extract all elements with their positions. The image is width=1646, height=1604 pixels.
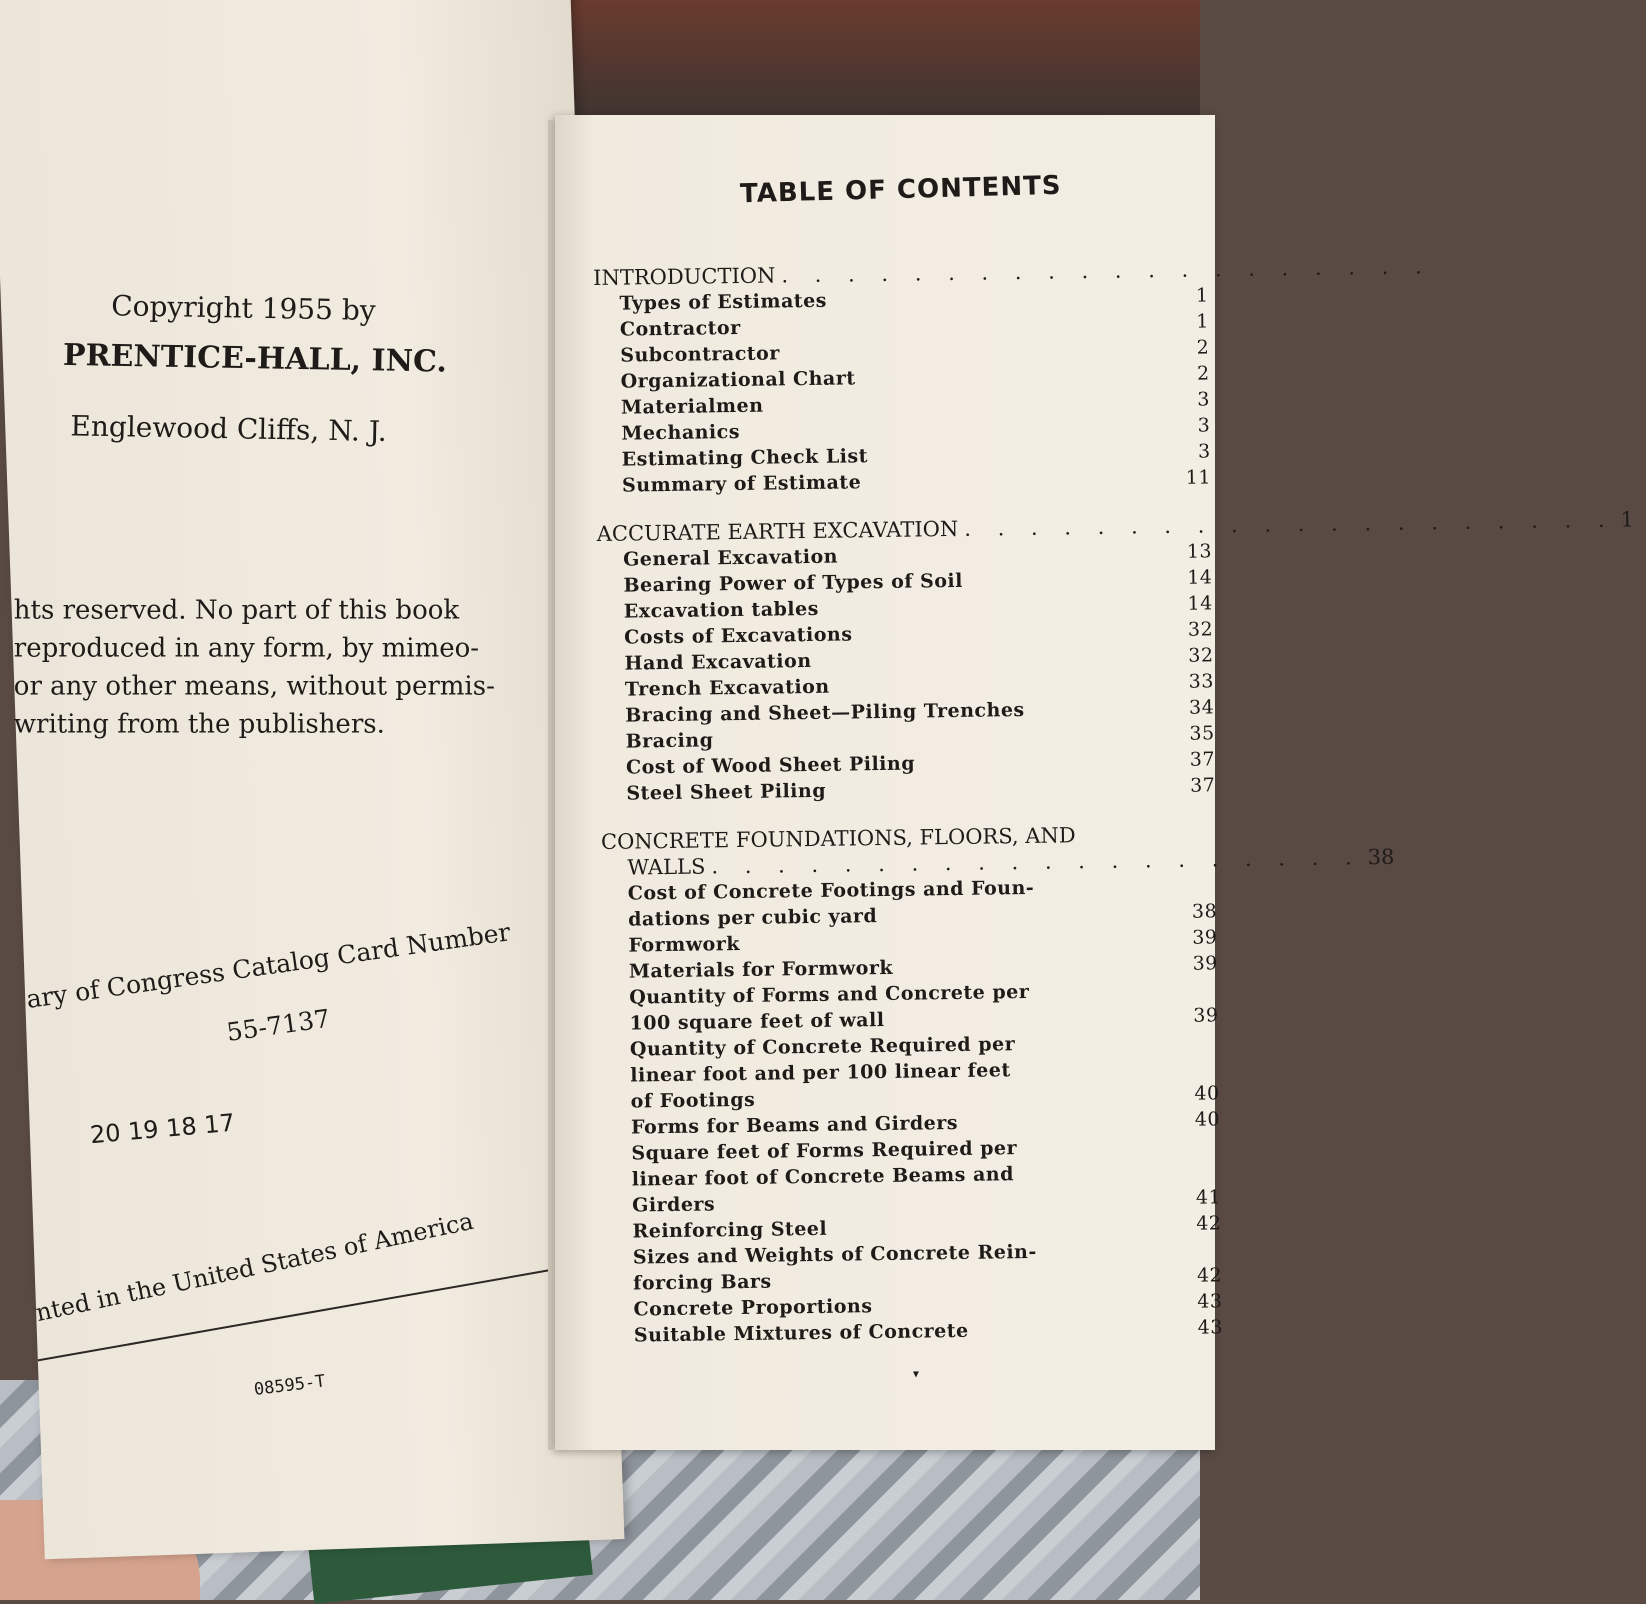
section-heading-text: INTRODUCTION bbox=[593, 262, 776, 291]
toc-entry-page: 35 bbox=[1174, 720, 1214, 747]
copyright-line: Copyright 1955 by bbox=[111, 289, 376, 327]
toc-entry-title: Reinforcing Steel bbox=[632, 1211, 1181, 1245]
toc-entry[interactable] bbox=[605, 1132, 1221, 1219]
toc-entry-page: 3 bbox=[1170, 386, 1210, 413]
rights-line: or any other means, without permis- bbox=[14, 667, 495, 705]
toc-entry-title: Bearing Power of Types of Soil bbox=[623, 565, 1172, 599]
continued-marker-icon: ▾ bbox=[608, 1362, 1223, 1385]
toc-entry-page: 11 bbox=[1171, 464, 1211, 491]
toc-section bbox=[601, 820, 1223, 1349]
printed-in: nted in the United States of America bbox=[33, 1207, 476, 1327]
publisher-name: PRENTICE-HALL, INC. bbox=[63, 338, 447, 380]
toc-entry-page: 42 bbox=[1182, 1262, 1222, 1289]
toc-entry-title: Mechanics bbox=[621, 413, 1170, 447]
section-heading-text: CONCRETE FOUNDATIONS, FLOORS, AND bbox=[601, 822, 1076, 855]
toc-entry-title: Excavation tables bbox=[624, 591, 1173, 625]
rights-line: hts reserved. No part of this book bbox=[14, 591, 495, 629]
toc-entry[interactable] bbox=[607, 1236, 1223, 1297]
toc-title: TABLE OF CONTENTS bbox=[740, 171, 1062, 209]
divider-rule bbox=[38, 1266, 570, 1362]
leader-dots: . . . . . . . . . . . . . . . . . . . . bbox=[781, 253, 1432, 288]
toc-entry-page: 1 bbox=[1169, 308, 1209, 335]
left-page bbox=[0, 0, 624, 1559]
toc-entry-page: 42 bbox=[1181, 1210, 1221, 1237]
toc-entry[interactable] bbox=[603, 976, 1219, 1037]
section-page-number: 38 bbox=[1367, 844, 1394, 870]
toc-entry-title: Bracing and Sheet—Piling Trenches bbox=[625, 695, 1174, 729]
leader-dots: . . . . . . . . . . . . . . . . . . . . bbox=[964, 507, 1615, 542]
toc-entry-page: 34 bbox=[1174, 694, 1214, 721]
toc-entry-page: 13 bbox=[1172, 538, 1212, 565]
section-heading-text: WALLS bbox=[627, 853, 705, 880]
toc-entry-page: 40 bbox=[1180, 1106, 1220, 1133]
toc-entry-title: Bracing bbox=[625, 721, 1174, 755]
toc-entry-title: Trench Excavation bbox=[625, 669, 1174, 703]
toc-entry-page: 39 bbox=[1178, 950, 1218, 977]
toc-entry-title: Square feet of Forms Required per linear foot of Concrete Beams and Girders bbox=[631, 1133, 1181, 1219]
toc-entry-page: 32 bbox=[1173, 616, 1213, 643]
toc-entry-title: Forms for Beams and Girders bbox=[631, 1107, 1180, 1141]
rights-line: writing from the publishers. bbox=[14, 705, 495, 743]
toc-entry-page: 39 bbox=[1178, 1002, 1218, 1029]
toc-entry-title: Cost of Wood Sheet Piling bbox=[626, 747, 1175, 781]
book-code: 08595-T bbox=[253, 1371, 327, 1400]
toc-entry-page: 3 bbox=[1170, 438, 1210, 465]
toc-entry-page: 43 bbox=[1182, 1288, 1222, 1315]
printing-numbers: 20 19 18 17 bbox=[89, 1109, 236, 1150]
toc-entry-page: 37 bbox=[1175, 772, 1215, 799]
toc-entry-title: Hand Excavation bbox=[624, 643, 1173, 677]
toc-entry-page: 14 bbox=[1172, 564, 1212, 591]
publisher-city: Englewood Cliffs, N. J. bbox=[70, 409, 387, 448]
section-heading-text: ACCURATE EARTH EXCAVATION bbox=[597, 516, 959, 547]
toc-entry[interactable] bbox=[602, 872, 1218, 933]
toc-entry-page: 2 bbox=[1169, 360, 1209, 387]
toc-entry-title: Contractor bbox=[620, 309, 1169, 343]
toc-entry-title: Materialmen bbox=[621, 387, 1170, 421]
toc-entry-page: 14 bbox=[1173, 590, 1213, 617]
catalog-number: 55-7137 bbox=[225, 1004, 332, 1047]
rights-line: reproduced in any form, by mimeo- bbox=[14, 629, 495, 667]
toc-entry[interactable] bbox=[604, 1028, 1220, 1115]
toc-entry-title: Subcontractor bbox=[620, 335, 1169, 369]
toc-entry-title: Steel Sheet Piling bbox=[626, 773, 1175, 807]
toc-entry-page: 39 bbox=[1177, 924, 1217, 951]
toc-section bbox=[597, 512, 1216, 807]
toc-entry-page: 43 bbox=[1183, 1314, 1223, 1341]
toc-entry-page: 33 bbox=[1174, 668, 1214, 695]
toc-entry-page: 38 bbox=[1177, 898, 1217, 925]
rights-notice bbox=[14, 591, 495, 743]
toc-section bbox=[593, 256, 1211, 499]
leader-dots: . . . . . . . . . . . . . . . . . . . . bbox=[711, 844, 1362, 879]
toc-entry-title: Sizes and Weights of Concrete Rein- forcing Bars bbox=[633, 1237, 1183, 1297]
toc-entry-title: Organizational Chart bbox=[620, 361, 1169, 395]
toc-entry-page: 37 bbox=[1175, 746, 1215, 773]
toc-entry-title: Quantity of Forms and Concrete per 100 square feet of wall bbox=[629, 977, 1179, 1037]
toc-entry-title: Materials for Formwork bbox=[629, 951, 1178, 985]
toc-entry-page: 2 bbox=[1169, 334, 1209, 361]
toc-entry-title: Formwork bbox=[628, 925, 1177, 959]
toc-entry-title: Suitable Mixtures of Concrete bbox=[634, 1315, 1183, 1349]
toc-entry-title: Concrete Proportions bbox=[633, 1289, 1182, 1323]
toc-entry-page: 3 bbox=[1170, 412, 1210, 439]
toc-entry-title: Quantity of Concrete Required per linear foot and per 100 linear feet of Footings bbox=[630, 1029, 1180, 1115]
toc-entry-title: Estimating Check List bbox=[622, 439, 1171, 473]
toc-entry-page: 40 bbox=[1179, 1080, 1219, 1107]
toc-entry-title: Costs of Excavations bbox=[624, 617, 1173, 651]
toc-entry-title: General Excavation bbox=[623, 539, 1172, 573]
toc-entry-page: 41 bbox=[1181, 1184, 1221, 1211]
catalog-label: ary of Congress Catalog Card Number bbox=[25, 917, 512, 1014]
toc-entry-page: 1 bbox=[1168, 282, 1208, 309]
toc-entry-title: Summary of Estimate bbox=[622, 465, 1171, 499]
toc-entry-title: Cost of Concrete Footings and Foun- dations per cubic yard bbox=[628, 873, 1178, 933]
table-of-contents bbox=[593, 256, 1224, 1384]
toc-entry-title: Types of Estimates bbox=[619, 283, 1168, 317]
section-page-number: 1 bbox=[1620, 506, 1634, 532]
right-page bbox=[555, 115, 1215, 1450]
toc-entry-page: 32 bbox=[1173, 642, 1213, 669]
